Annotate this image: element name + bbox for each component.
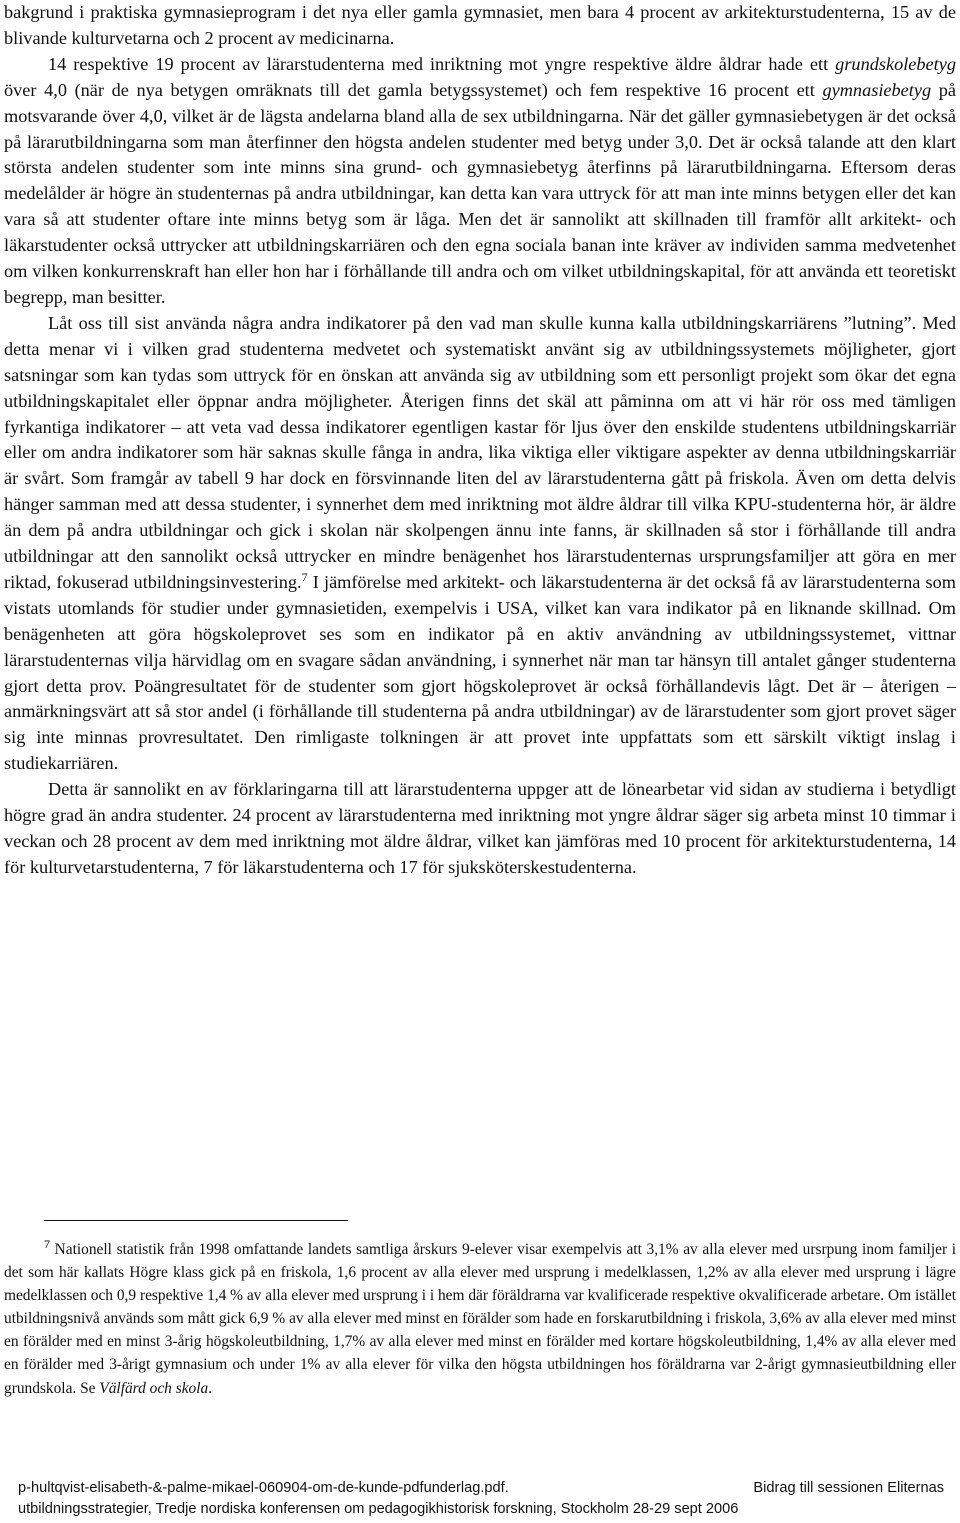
text-run: över 4,0 (när de nya betygen omräknats till det gamla betygssystemet) och fem respektive 16 procent ett [4,79,823,100]
text-run: I jämförelse med arkitekt- och läkarstudenterna är det också få av lärarstudenterna som vistats utomlands för studier under gymnasietiden, exempelvis i USA, vilket kan vara indikator på en liknande skillnad. Om benägenheten att göra högskoleprovet ses som en indikator på en aktiv användning av utbildningssystemet, vittnar lärarstudenternas vilja härvidlag om en svagare sådan användning, i synnerhet när man tar hänsyn till antalet gånger studenterna gjort detta prov. Poängresultatet för de studenter som gjort högskoleprovet är också förhållandevis lågt. Det är – återigen – anmärkningsvärt att så stor andel (i förhållande till studenterna på andra utbildningar) av de lärarstudenter som gjort provet säger sig inte minnas provresultatet. Den rimligaste tolkningen är att provet inte uppfattats som ett särskilt viktigt inslag i studiekarriären. [4,571,956,774]
footnote [4,1238,956,1400]
emphasis-term: gymnasiebetyg [822,79,932,100]
footnote-reference-title: Välfärd och skola [99,1379,209,1397]
footer-line [18,1478,944,1499]
footer-filename: p-hultqvist-elisabeth-&-palme-mikael-060904-om-de-kunde-pdfunderlag.pdf. [18,1480,509,1496]
emphasis-term: grundskolebetyg [835,53,956,74]
text-run: Låt oss till sist använda några andra indikatorer på den vad man skulle kunna kalla utbildningskarriärens ”lutning”. Med detta menar vi i vilken grad studenterna medvetet och systematiskt använt sig av utbildningssystemets möjligheter, gjort satsningar som kan tydas som uttryck för en önskan att använda sig av utbildning som ett personligt projekt som ökar det egna utbildningskapitalet eller öppnar andra möjligheter. Återigen finns det skäl att påminna om att vi här rör oss med tämligen fyrkantiga indikatorer – att veta vad dessa indikatorer egentligen kastar för ljus över den enskilde studentens utbildningskarriär eller om andra indikatorer som här saknas skulle fånga in andra, lika viktiga eller viktigare aspekter av denna utbildningskarriär är svårt. Som framgår av tabell 9 har dock en försvinnande liten del av lärarstudenterna gått på friskola. Även om detta delvis hänger samman med att dessa studenter, i synnerhet dem med inriktning mot äldre åldrar till vilka KPU-studenterna hör, är äldre än dem på andra utbildningar och gick i skolan när skolpengen ännu inte fanns, är skillnaden så stor i förhållande till andra utbildningar att den sannolikt också uttrycker en mindre benägenhet hos lärarstudenternas ursprungsfamiljer att göra en mer riktad, fokuserad utbildningsinvestering. [4,312,956,592]
footnote-text-end: . [208,1379,213,1397]
text-run: på motsvarande över 4,0, vilket är de lägsta andelarna bland alla de sex utbildningarna. När det gäller gymnasiebetygen är det också på lärarutbildningarna som man återfinner den högsta andelen studenter med betyg under 3,0. Det är också talande att den klart största andelen studenter som inte minns sina grund- och gymnasiebetyg återfinns på lärarutbildningarna. Eftersom deras medelålder är högre än studenternas på andra utbildningar, kan detta kan vara uttryck för att man inte minns betygen eller det kan vara så att studenter oftare inte minns betyg som är låga. Men det är sannolikt att skillnaden till framför allt arkitekt- och läkarstudenter också uttrycker att utbildningskarriären och den egna sociala banan inte kräver av individen samma medvetenhet om vilken konkurrenskraft han eller hon har i förhållande till andra och om vilket utbildningskapital, för att använda ett teoretiskt begrepp, man besitter. [4,79,956,307]
footer-conference: utbildningsstrategier, Tredje nordiska konferensen om pedagogikhistorisk forskning, Stockholm 28-29 sept 2006 [18,1501,739,1517]
footnote-indent [4,1241,44,1258]
text-run: 14 respektive 19 procent av lärarstudenterna med inriktning mot yngre respektive äldre åldrar hade ett [48,53,836,74]
page-footer [18,1478,944,1520]
paragraph-continued: bakgrund i praktiska gymnasieprogram i det nya eller gamla gymnasiet, men bara 4 procent av arkitekturstudenterna, 15 av de blivande kulturvetarna och 2 procent av medicinarna. [4,2,956,48]
body-text [4,0,956,881]
paragraph-work: Detta är sannolikt en av förklaringarna till att lärarstudenterna uppger att de lönearbetar vid sidan av studierna i betydligt högre grad än andra studenter. 24 procent av lärarstudenterna med inriktning mot yngre åldrar säger sig arbeta minst 10 timmar i veckan och 28 procent av dem med inriktning mot äldre åldrar, vilket kan jämföras med 10 procent för arkitekturstudenterna, 14 för kulturvetarstudenterna, 7 för läkarstudenterna och 17 för sjuksköterskestudenterna. [4,779,956,877]
footer-contribution: Bidrag till sessionen Eliternas [753,1480,944,1496]
paragraph-indicators [4,311,956,777]
paragraph-grades [4,52,956,311]
footnote-number: 7 [44,1236,50,1251]
footnote-divider [44,1220,348,1221]
footnote-reference[interactable]: 7 [301,569,308,584]
footnote-text: Nationell statistik från 1998 omfattande landets samtliga årskurs 9-elever visar exempelvis att 3,1% av alla elever med ursrpung inom familjer i det som här kallats Högre klass gick på en friskola, 1,6 procent av alla elever med ursprung i medelklassen, 1,2% av alla elever med ursprung i lägre medelklassen och 0,9 respektive 1,4 % av alla elever med ursprung i i hem där föräldrarna var kvalificerade respektive okvalificerade arbetare. Om istället utbildningsnivå används som mått gick 6,9 % av alla elever med minst en förälder som hade en forskarutbildning i friskola, 3,6% av alla elever med minst en förälder med en minst 3-årig högskoleutbildning, 1,7% av alla elever med minst en förälder med kortare högskoleutbildning, 1,4% av alla elever med en förälder med 3-årigt gymnasium och under 1% av alla elever för vilka den högsta utbildningen hos föräldrarna var 2-årigt gymnasieutbildning eller grundskola. Se [4,1241,956,1397]
